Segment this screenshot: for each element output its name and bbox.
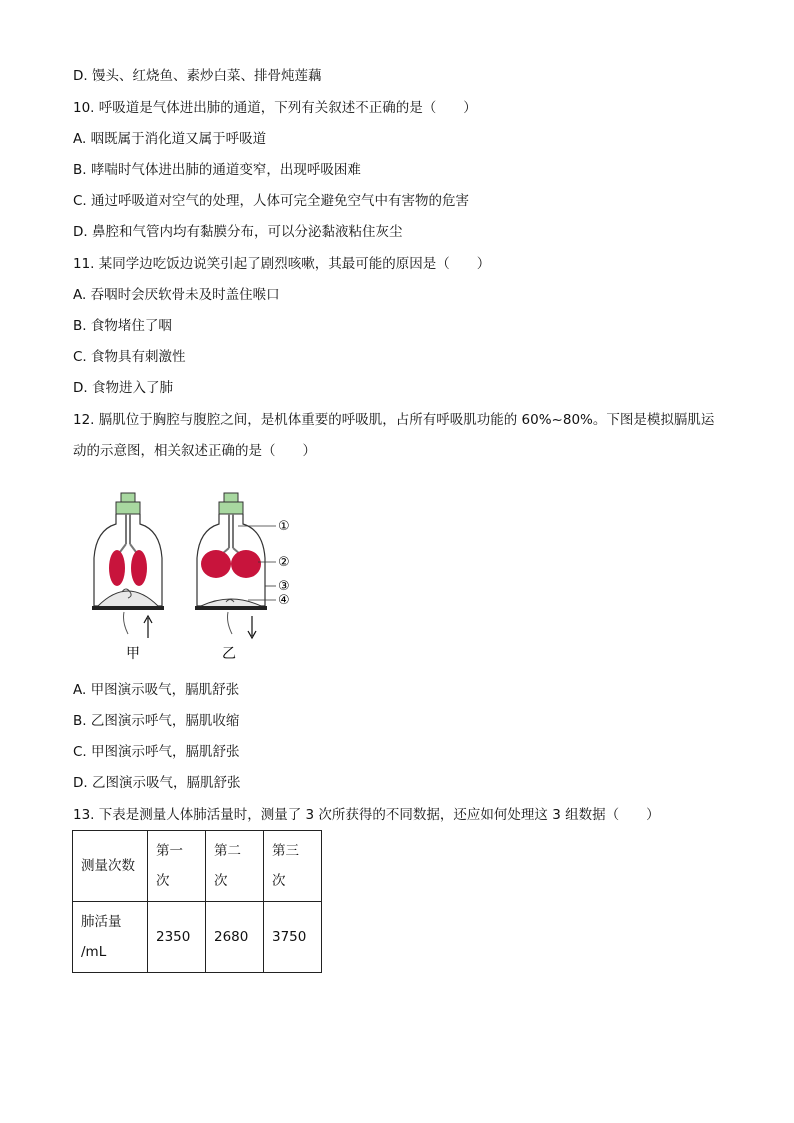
bronchi-left — [120, 544, 136, 552]
lung-left-b — [131, 550, 147, 586]
q12-option-d: D. 乙图演示吸气，膈肌舒张 — [73, 775, 241, 791]
q12-option-c: C. 甲图演示呼气，膈肌舒张 — [73, 744, 240, 760]
rubber-membrane-left — [98, 591, 158, 606]
label-2: ② — [278, 555, 290, 570]
caption-yi: 乙 — [222, 646, 236, 662]
q12-option-b: B. 乙图演示呼气，膈肌收缩 — [73, 713, 240, 729]
q12-stem-line1: 12. 膈肌位于胸腔与腹腔之间，是机体重要的呼吸肌，占所有呼吸肌功能的 60%~80%。下图是模拟膈肌运 — [73, 412, 715, 428]
jar-right — [195, 493, 267, 638]
stopper-right — [219, 502, 243, 514]
lung-right-b — [231, 550, 261, 578]
q10-option-c: C. 通过呼吸道对空气的处理，人体可完全避免空气中有害物的危害 — [73, 193, 470, 209]
vital-capacity-table — [72, 830, 322, 973]
caption-jia: 甲 — [126, 646, 140, 662]
q11-stem: 11. 某同学边吃饭边说笑引起了剧烈咳嗽，其最可能的原因是（ ） — [73, 256, 491, 272]
value-cell-3: 3750 — [264, 902, 322, 973]
lung-left-a — [109, 550, 125, 586]
q12-option-a: A. 甲图演示吸气，膈肌舒张 — [73, 682, 240, 698]
q13-stem: 13. 下表是测量人体肺活量时，测量了 3 次所获得的不同数据，还应如何处理这 3 组数据（ ） — [73, 807, 660, 823]
hand-right — [228, 612, 233, 634]
base-right — [195, 606, 267, 610]
jar-left — [92, 493, 164, 638]
header-cell-label: 测量次数 — [73, 831, 148, 902]
q11-option-c: C. 食物具有刺激性 — [73, 349, 186, 365]
q10-stem: 10. 呼吸道是气体进出肺的通道，下列有关叙述不正确的是（ ） — [73, 100, 477, 116]
label-1: ① — [278, 519, 290, 534]
hand-left — [124, 612, 129, 634]
q10-option-d: D. 鼻腔和气管内均有黏膜分布，可以分泌黏液粘住灰尘 — [73, 224, 403, 240]
diaphragm-model-figure — [88, 488, 308, 668]
label-4: ④ — [278, 593, 290, 608]
value-cell-2: 2680 — [206, 902, 264, 973]
base-left — [92, 606, 164, 610]
q10-option-b: B. 哮喘时气体进出肺的通道变窄，出现呼吸困难 — [73, 162, 361, 178]
stopper-left — [116, 502, 140, 514]
q11-option-b: B. 食物堵住了咽 — [73, 318, 172, 334]
label-3: ③ — [278, 579, 290, 594]
header-cell-second: 第二 次 — [206, 831, 264, 902]
table-row — [73, 902, 322, 973]
lung-right-a — [201, 550, 231, 578]
q9-option-d: D. 馒头、红烧鱼、素炒白菜、排骨炖莲藕 — [73, 68, 322, 84]
q10-option-a: A. 咽既属于消化道又属于呼吸道 — [73, 131, 267, 147]
q12-stem-line2: 动的示意图，相关叙述正确的是（ ） — [73, 443, 316, 459]
header-cell-third: 第三 次 — [264, 831, 322, 902]
header-cell-first: 第一 次 — [148, 831, 206, 902]
value-cell-1: 2350 — [148, 902, 206, 973]
row-label-cell: 肺活量 /mL — [73, 902, 148, 973]
table-header-row — [73, 831, 322, 902]
q11-option-d: D. 食物进入了肺 — [73, 380, 173, 396]
q11-option-a: A. 吞咽时会厌软骨未及时盖住喉口 — [73, 287, 280, 303]
